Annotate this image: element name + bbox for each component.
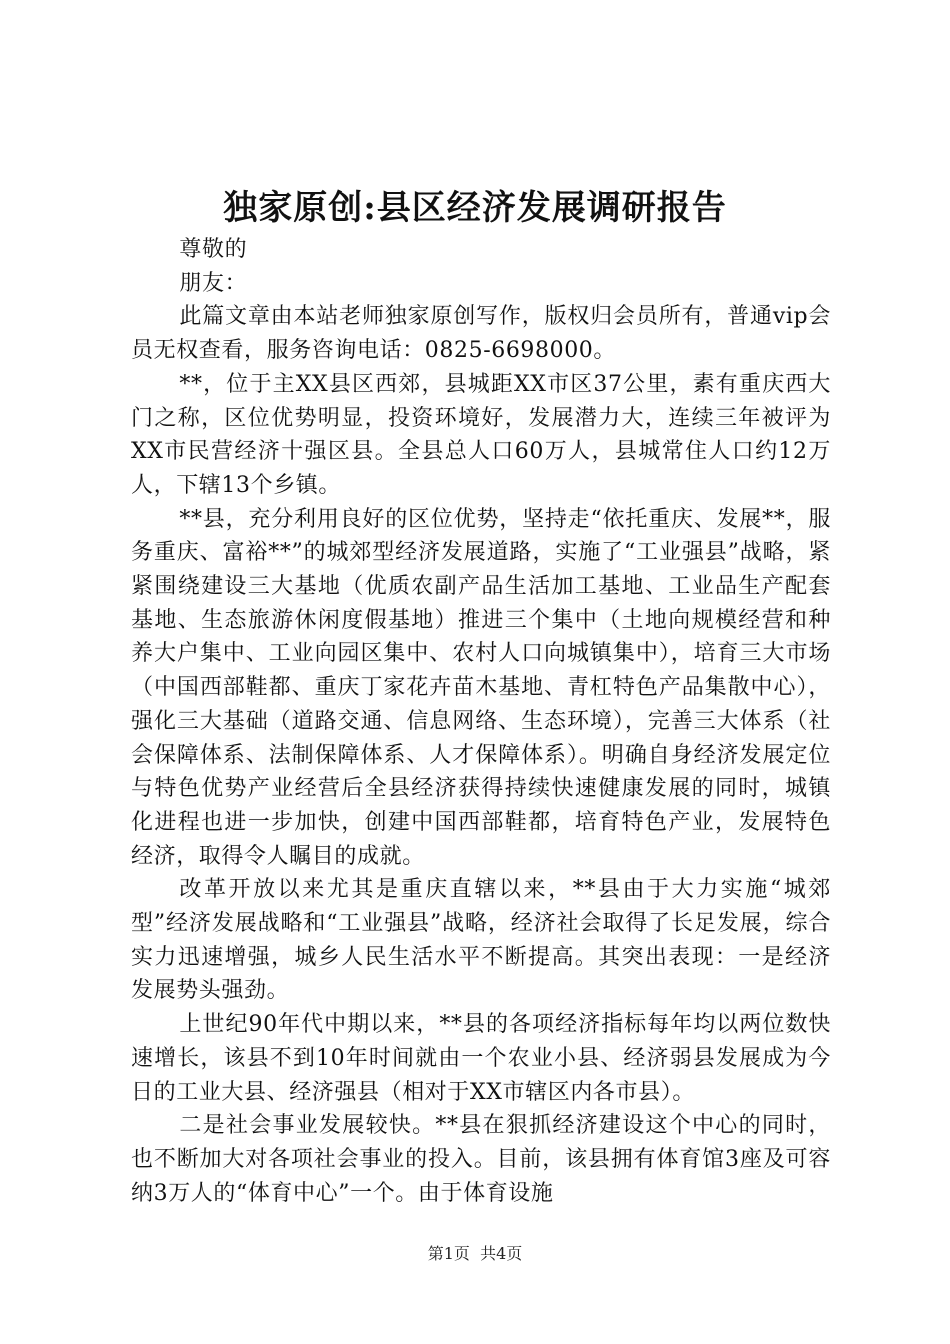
paragraph: 此篇文章由本站老师独家原创写作，版权归会员所有，普通vip会员无权查看，服务咨询电话：0825-6698000。 (131, 304, 831, 364)
document-body (131, 233, 831, 1210)
paragraph: 二是社会事业发展较快。**县在狠抓经济建设这个中心的同时，也不断加大对各项社会事业的投入。目前，该县拥有体育馆3座及可容纳3万人的“体育中心”一个。由于体育设施 (131, 1113, 831, 1206)
page-footer (0, 1243, 950, 1265)
greeting-line: 尊敬的 (179, 237, 248, 262)
document-title: 独家原创:县区经济发展调研报告 (223, 188, 727, 228)
paragraph: **，位于主XX县区西郊，县城距XX市区37公里，素有重庆西大门之称，区位优势明显，投资环境好，发展潜力大，连续三年被评为XX市民营经济十强区县。全县总人口60万人，县城常住人口约12万人，下辖13个乡镇。 (131, 371, 831, 498)
page-number: 第1页 共4页 (427, 1244, 523, 1263)
paragraph: 改革开放以来尤其是重庆直辖以来，**县由于大力实施“城郊型”经济发展战略和“工业强县”战略，经济社会取得了长足发展，综合实力迅速增强，城乡人民生活水平不断提高。其突出表现：一是经济发展势头强劲。 (131, 877, 831, 1004)
paragraph: **县，充分利用良好的区位优势，坚持走“依托重庆、发展**，服务重庆、富裕**”的城郊型经济发展道路，实施了“工业强县”战略，紧紧围绕建设三大基地（优质农副产品生活加工基地、工业品生产配套基地、生态旅游休闲度假基地）推进三个集中（土地向规模经营和种养大户集中、工业向园区集中、农村人口向城镇集中），培育三大市场（中国西部鞋都、重庆丁家花卉苗木基地、青杠特色产品集散中心），强化三大基础（道路交通、信息网络、生态环境），完善三大体系（社会保障体系、法制保障体系、人才保障体系）。明确自身经济发展定位与特色优势产业经营后全县经济获得持续快速健康发展的同时，城镇化进程也进一步加快，创建中国西部鞋都，培育特色产业，发展特色经济，取得令人瞩目的成就。 (131, 506, 831, 869)
paragraph: 上世纪90年代中期以来，**县的各项经济指标每年均以两位数快速增长，该县不到10年时间就由一个农业小县、经济弱县发展成为今日的工业大县、经济强县（相对于XX市辖区内各市县）。 (131, 1012, 831, 1105)
greeting-line: 朋友： (179, 270, 248, 296)
